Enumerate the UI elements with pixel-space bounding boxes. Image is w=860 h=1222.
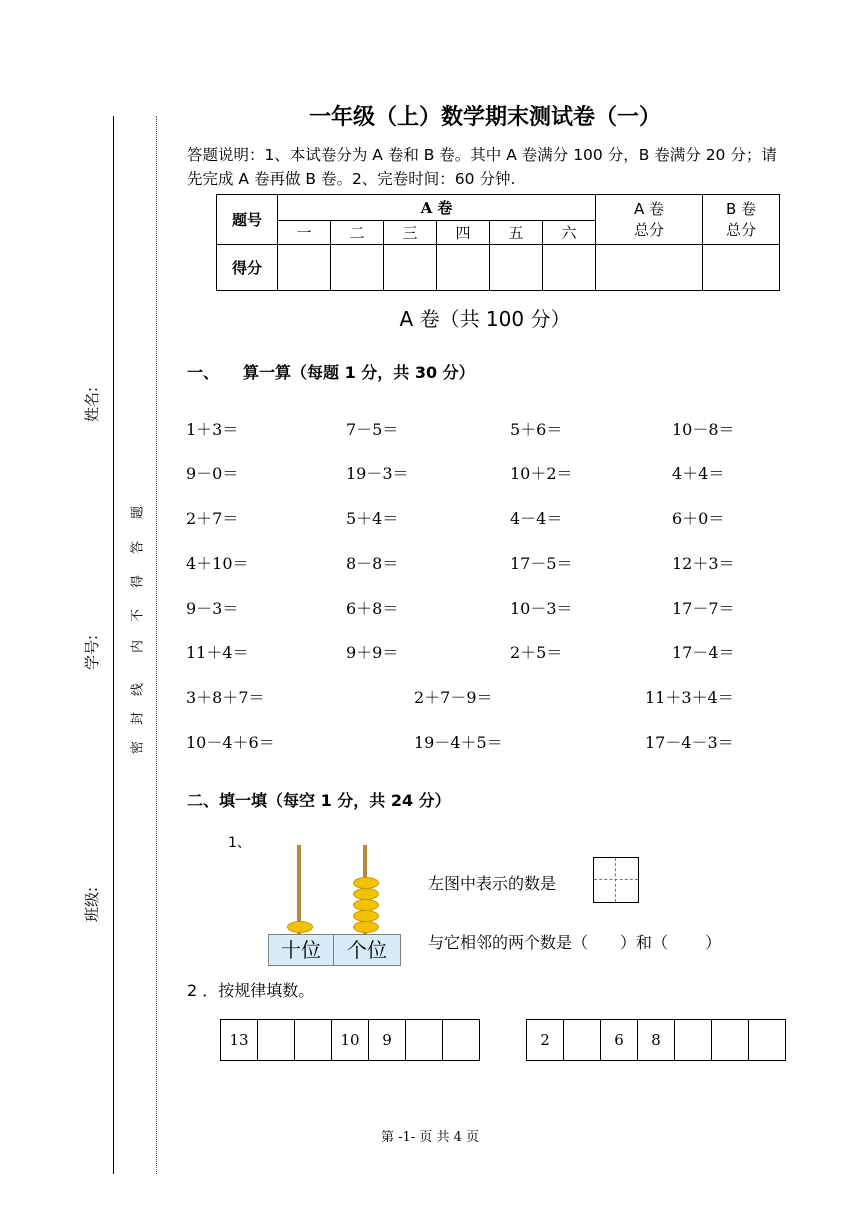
sequence-blank-cell[interactable]: [258, 1020, 295, 1061]
ones-place-label: 个位: [333, 934, 401, 966]
q1-label: 1、: [228, 835, 251, 851]
arithmetic-problem: 12＋3＝: [672, 554, 735, 573]
a-total-header: A 卷 总分: [596, 195, 703, 245]
sequence-given-number: 9: [369, 1020, 406, 1061]
student-id-label: 学号:: [83, 634, 102, 671]
arithmetic-problem: 4＋4＝: [672, 464, 725, 483]
name-label: 姓名:: [83, 386, 102, 423]
arithmetic-problem: 5＋4＝: [346, 509, 399, 528]
sequence-blank-cell[interactable]: [443, 1020, 480, 1061]
arithmetic-problem: 3＋8＋7＝: [186, 688, 265, 707]
sequence-given-number: 10: [332, 1020, 369, 1061]
arithmetic-problem: 10－3＝: [510, 599, 573, 618]
page-title: 一年级（上）数学期末测试卷（一）: [308, 105, 661, 130]
seal-char: 密: [130, 741, 146, 755]
seal-char: 线: [130, 683, 146, 697]
score-cell[interactable]: [384, 245, 437, 291]
arithmetic-problem: 1＋3＝: [186, 420, 239, 439]
sequence-blank-cell[interactable]: [406, 1020, 443, 1061]
arithmetic-problem: 2＋5＝: [510, 643, 563, 662]
sequence-given-number: 2: [527, 1020, 564, 1061]
score-cell[interactable]: [331, 245, 384, 291]
arithmetic-problem: 7－5＝: [346, 420, 399, 439]
section1-number: 一、: [187, 363, 220, 382]
arithmetic-problem: 17－5＝: [510, 554, 573, 573]
ones-bead: [353, 910, 379, 922]
q1-text-neighbors: 与它相邻的两个数是（ ）和（ ）: [428, 933, 722, 952]
tens-place-label: 十位: [268, 934, 334, 966]
seal-char: 题: [130, 506, 146, 520]
seal-char: 答: [130, 541, 146, 555]
question-column-header: 四: [437, 221, 490, 245]
sequence-given-number: 8: [638, 1020, 675, 1061]
page-footer: 第 -1- 页 共 4 页: [381, 1130, 479, 1145]
sequence-table-1: [220, 1019, 480, 1061]
arithmetic-problem: 10－8＝: [672, 420, 735, 439]
arithmetic-problem: 11＋3＋4＝: [645, 688, 734, 707]
arithmetic-problem: 5＋6＝: [510, 420, 563, 439]
arithmetic-problem: 2＋7＝: [186, 509, 239, 528]
ones-bead: [353, 921, 379, 933]
question-column-header: 三: [384, 221, 437, 245]
arithmetic-problem: 6＋8＝: [346, 599, 399, 618]
seal-char: 封: [130, 712, 146, 726]
score-cell[interactable]: [278, 245, 331, 291]
sequence-blank-cell[interactable]: [295, 1020, 332, 1061]
tens-bead: [287, 921, 313, 933]
row-label: 题号: [217, 195, 278, 245]
arithmetic-problem: 11＋4＝: [186, 643, 249, 662]
arithmetic-problem: 4－4＝: [510, 509, 563, 528]
b-total-header: B 卷 总分: [703, 195, 780, 245]
arithmetic-problem: 10＋2＝: [510, 464, 573, 483]
arithmetic-problem: 2＋7－9＝: [414, 688, 493, 707]
score-table: [216, 194, 780, 291]
question-column-header: 五: [490, 221, 543, 245]
score-cell[interactable]: [543, 245, 596, 291]
arithmetic-problem: 17－7＝: [672, 599, 735, 618]
arithmetic-problem: 19－4＋5＝: [414, 733, 503, 752]
section2-title: 二、填一填（每空 1 分，共 24 分）: [187, 791, 451, 810]
arithmetic-problem: 9－3＝: [186, 599, 239, 618]
ones-bead: [353, 888, 379, 900]
section1-title: 算一算（每题 1 分，共 30 分）: [243, 363, 475, 382]
arithmetic-problem: 17－4－3＝: [645, 733, 734, 752]
q1-text-number: 左图中表示的数是: [428, 874, 557, 893]
class-label: 班级:: [83, 886, 102, 923]
score-label: 得分: [217, 245, 278, 291]
seal-char: 不: [130, 609, 146, 623]
question-column-header: 一: [278, 221, 331, 245]
arithmetic-problem: 17－4＝: [672, 643, 735, 662]
seal-dotted-line: [156, 116, 157, 1174]
seal-char: 内: [130, 640, 146, 654]
sequence-blank-cell[interactable]: [675, 1020, 712, 1061]
ones-bead: [353, 899, 379, 911]
question-column-header: 二: [331, 221, 384, 245]
b-total-cell[interactable]: [703, 245, 780, 291]
arithmetic-problem: 19－3＝: [346, 464, 409, 483]
sequence-table-2: [526, 1019, 786, 1061]
question-column-header: 六: [543, 221, 596, 245]
score-cell[interactable]: [490, 245, 543, 291]
group-label: A 卷: [278, 195, 596, 221]
arithmetic-problem: 9＋9＝: [346, 643, 399, 662]
arithmetic-problem: 8－8＝: [346, 554, 399, 573]
seal-char: 得: [130, 575, 146, 589]
binding-line: [113, 116, 114, 1174]
arithmetic-problem: 10－4＋6＝: [186, 733, 275, 752]
sequence-blank-cell[interactable]: [749, 1020, 786, 1061]
a-total-cell[interactable]: [596, 245, 703, 291]
sequence-given-number: 6: [601, 1020, 638, 1061]
sequence-blank-cell[interactable]: [564, 1020, 601, 1061]
arithmetic-problem: 9－0＝: [186, 464, 239, 483]
ones-bead: [353, 877, 379, 889]
sequence-given-number: 13: [221, 1020, 258, 1061]
score-cell[interactable]: [437, 245, 490, 291]
section-a-heading: A 卷（共 100 分）: [399, 307, 571, 331]
q2-label: 2 ．按规律填数。: [187, 981, 315, 1000]
arithmetic-problem: 6＋0＝: [672, 509, 725, 528]
instructions: 答题说明：1、本试卷分为 A 卷和 B 卷。其中 A 卷满分 100 分，B 卷满分 20 分；请先完成 A 卷再做 B 卷。2、完卷时间：60 分钟.: [187, 146, 777, 188]
sequence-blank-cell[interactable]: [712, 1020, 749, 1061]
arithmetic-problem: 4＋10＝: [186, 554, 249, 573]
answer-box[interactable]: [593, 857, 639, 903]
